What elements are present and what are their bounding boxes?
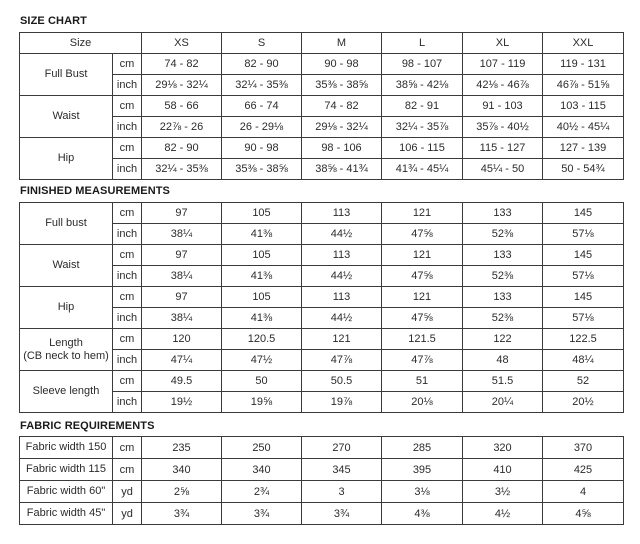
value-cell: 51 [382, 371, 463, 392]
value-cell: 35⅜ - 38⅝ [222, 159, 302, 180]
value-cell: 3¾ [142, 503, 222, 525]
value-cell: 119 - 131 [543, 54, 624, 75]
value-cell: 235 [142, 437, 222, 459]
size-header-cell: S [222, 33, 302, 54]
value-cell: 98 - 107 [382, 54, 463, 75]
value-cell: 121 [382, 203, 463, 224]
row-label: Fabric width 45" [20, 503, 113, 525]
value-cell: 50 - 54¾ [543, 159, 624, 180]
unit-cell: yd [113, 503, 142, 525]
value-cell: 145 [543, 203, 624, 224]
unit-cell: inch [113, 75, 142, 96]
value-cell: 345 [302, 459, 382, 481]
unit-cell: cm [113, 138, 142, 159]
value-cell: 47⅞ [302, 350, 382, 371]
value-cell: 74 - 82 [142, 54, 222, 75]
size-chart-title: SIZE CHART [20, 15, 87, 27]
value-cell: 19½ [142, 392, 222, 413]
value-cell: 97 [142, 203, 222, 224]
value-cell: 47¼ [142, 350, 222, 371]
value-cell: 32¼ - 35⅞ [382, 117, 463, 138]
value-cell: 82 - 90 [142, 138, 222, 159]
value-cell: 105 [222, 245, 302, 266]
table-row [20, 503, 624, 525]
value-cell: 113 [302, 245, 382, 266]
value-cell: 113 [302, 287, 382, 308]
table-row [20, 96, 624, 117]
value-cell: 41⅜ [222, 308, 302, 329]
value-cell: 121.5 [382, 329, 463, 350]
value-cell: 3¾ [222, 503, 302, 525]
size-header-cell: XS [142, 33, 222, 54]
unit-cell: cm [113, 371, 142, 392]
value-cell: 3½ [463, 481, 543, 503]
value-cell: 105 [222, 203, 302, 224]
value-cell: 4 [543, 481, 624, 503]
table-row [20, 138, 624, 159]
value-cell: 270 [302, 437, 382, 459]
value-cell: 120.5 [222, 329, 302, 350]
row-label-line: (CB neck to hem) [23, 349, 109, 362]
fabric-requirements-table [19, 436, 624, 525]
value-cell: 98 - 106 [302, 138, 382, 159]
unit-cell: cm [113, 287, 142, 308]
finished-measurements-title: FINISHED MEASUREMENTS [20, 185, 170, 197]
value-cell: 44½ [302, 308, 382, 329]
value-cell: 121 [302, 329, 382, 350]
value-cell: 340 [222, 459, 302, 481]
value-cell: 133 [463, 287, 543, 308]
value-cell: 122 [463, 329, 543, 350]
value-cell: 41¾ - 45¼ [382, 159, 463, 180]
value-cell: 47⅝ [382, 266, 463, 287]
table-row [20, 54, 624, 75]
value-cell: 3 [302, 481, 382, 503]
value-cell: 38⅝ - 42⅛ [382, 75, 463, 96]
value-cell: 4½ [463, 503, 543, 525]
value-cell: 47⅞ [382, 350, 463, 371]
value-cell: 51.5 [463, 371, 543, 392]
value-cell: 74 - 82 [302, 96, 382, 117]
row-label: Fabric width 115 [20, 459, 113, 481]
value-cell: 113 [302, 203, 382, 224]
value-cell: 45¼ - 50 [463, 159, 543, 180]
value-cell: 97 [142, 287, 222, 308]
row-label: Full bust [20, 203, 113, 245]
unit-cell: cm [113, 459, 142, 481]
value-cell: 29⅛ - 32¼ [302, 117, 382, 138]
unit-cell: inch [113, 266, 142, 287]
value-cell: 127 - 139 [543, 138, 624, 159]
value-cell: 425 [543, 459, 624, 481]
size-header-cell: L [382, 33, 463, 54]
value-cell: 38¼ [142, 266, 222, 287]
value-cell: 20¼ [463, 392, 543, 413]
unit-cell: cm [113, 96, 142, 117]
value-cell: 340 [142, 459, 222, 481]
value-cell: 38¼ [142, 224, 222, 245]
value-cell: 66 - 74 [222, 96, 302, 117]
value-cell: 26 - 29⅛ [222, 117, 302, 138]
value-cell: 122.5 [543, 329, 624, 350]
value-cell: 82 - 90 [222, 54, 302, 75]
value-cell: 121 [382, 245, 463, 266]
value-cell: 145 [543, 287, 624, 308]
unit-cell: inch [113, 224, 142, 245]
value-cell: 44½ [302, 224, 382, 245]
size-chart-table [19, 32, 624, 180]
value-cell: 22⅞ - 26 [142, 117, 222, 138]
value-cell: 121 [382, 287, 463, 308]
value-cell: 32¼ - 35⅜ [222, 75, 302, 96]
value-cell: 58 - 66 [142, 96, 222, 117]
row-label: Hip [20, 138, 113, 180]
value-cell: 105 [222, 287, 302, 308]
value-cell: 57⅛ [543, 224, 624, 245]
value-cell: 35⅞ - 40½ [463, 117, 543, 138]
unit-cell: inch [113, 308, 142, 329]
value-cell: 48 [463, 350, 543, 371]
row-label: Fabric width 60" [20, 481, 113, 503]
value-cell: 120 [142, 329, 222, 350]
value-cell: 410 [463, 459, 543, 481]
table-row [20, 481, 624, 503]
value-cell: 57⅛ [543, 308, 624, 329]
unit-cell: cm [113, 437, 142, 459]
unit-cell: cm [113, 245, 142, 266]
value-cell: 52 [543, 371, 624, 392]
table-row [20, 459, 624, 481]
value-cell: 47⅝ [382, 224, 463, 245]
size-header-label: Size [20, 33, 142, 54]
value-cell: 32¼ - 35⅜ [142, 159, 222, 180]
value-cell: 46⅞ - 51⅝ [543, 75, 624, 96]
value-cell: 35⅜ - 38⅝ [302, 75, 382, 96]
value-cell: 19⅝ [222, 392, 302, 413]
value-cell: 38¼ [142, 308, 222, 329]
value-cell: 107 - 119 [463, 54, 543, 75]
row-label-line: Length [49, 336, 83, 349]
value-cell: 115 - 127 [463, 138, 543, 159]
value-cell: 97 [142, 245, 222, 266]
value-cell: 90 - 98 [302, 54, 382, 75]
value-cell: 52⅜ [463, 266, 543, 287]
value-cell: 41⅜ [222, 224, 302, 245]
row-label: Hip [20, 287, 113, 329]
value-cell: 250 [222, 437, 302, 459]
value-cell: 50 [222, 371, 302, 392]
value-cell: 133 [463, 203, 543, 224]
value-cell: 48¼ [543, 350, 624, 371]
value-cell: 2¾ [222, 481, 302, 503]
table-row [20, 287, 624, 308]
row-label: Fabric width 150 [20, 437, 113, 459]
value-cell: 38⅝ - 41¾ [302, 159, 382, 180]
value-cell: 3¾ [302, 503, 382, 525]
table-row [20, 371, 624, 392]
unit-cell: inch [113, 159, 142, 180]
value-cell: 370 [543, 437, 624, 459]
value-cell: 19⅞ [302, 392, 382, 413]
value-cell: 103 - 115 [543, 96, 624, 117]
size-header-row [20, 33, 624, 54]
unit-cell: cm [113, 54, 142, 75]
value-cell: 40½ - 45¼ [543, 117, 624, 138]
value-cell: 4⅝ [543, 503, 624, 525]
row-label: Waist [20, 96, 113, 138]
fabric-requirements-title: FABRIC REQUIREMENTS [20, 420, 155, 432]
unit-cell: cm [113, 203, 142, 224]
finished-measurements-table [19, 202, 624, 413]
value-cell: 42⅛ - 46⅞ [463, 75, 543, 96]
value-cell: 395 [382, 459, 463, 481]
table-row [20, 437, 624, 459]
unit-cell: inch [113, 350, 142, 371]
value-cell: 133 [463, 245, 543, 266]
row-label-length [20, 329, 113, 371]
value-cell: 52⅜ [463, 224, 543, 245]
value-cell: 90 - 98 [222, 138, 302, 159]
unit-cell: cm [113, 329, 142, 350]
value-cell: 52⅜ [463, 308, 543, 329]
value-cell: 2⅝ [142, 481, 222, 503]
value-cell: 29⅛ - 32¼ [142, 75, 222, 96]
value-cell: 285 [382, 437, 463, 459]
value-cell: 82 - 91 [382, 96, 463, 117]
value-cell: 145 [543, 245, 624, 266]
value-cell: 57⅛ [543, 266, 624, 287]
row-label: Waist [20, 245, 113, 287]
table-row [20, 329, 624, 350]
value-cell: 20½ [543, 392, 624, 413]
table-row [20, 203, 624, 224]
unit-cell: inch [113, 117, 142, 138]
value-cell: 4⅜ [382, 503, 463, 525]
value-cell: 3⅛ [382, 481, 463, 503]
value-cell: 41⅜ [222, 266, 302, 287]
value-cell: 320 [463, 437, 543, 459]
size-header-cell: XL [463, 33, 543, 54]
value-cell: 106 - 115 [382, 138, 463, 159]
value-cell: 91 - 103 [463, 96, 543, 117]
table-row [20, 245, 624, 266]
value-cell: 49.5 [142, 371, 222, 392]
size-header-cell: M [302, 33, 382, 54]
row-label: Sleeve length [20, 371, 113, 413]
value-cell: 44½ [302, 266, 382, 287]
value-cell: 50.5 [302, 371, 382, 392]
row-label: Full Bust [20, 54, 113, 96]
value-cell: 47⅝ [382, 308, 463, 329]
value-cell: 47½ [222, 350, 302, 371]
size-header-cell: XXL [543, 33, 624, 54]
unit-cell: inch [113, 392, 142, 413]
unit-cell: yd [113, 481, 142, 503]
value-cell: 20⅛ [382, 392, 463, 413]
